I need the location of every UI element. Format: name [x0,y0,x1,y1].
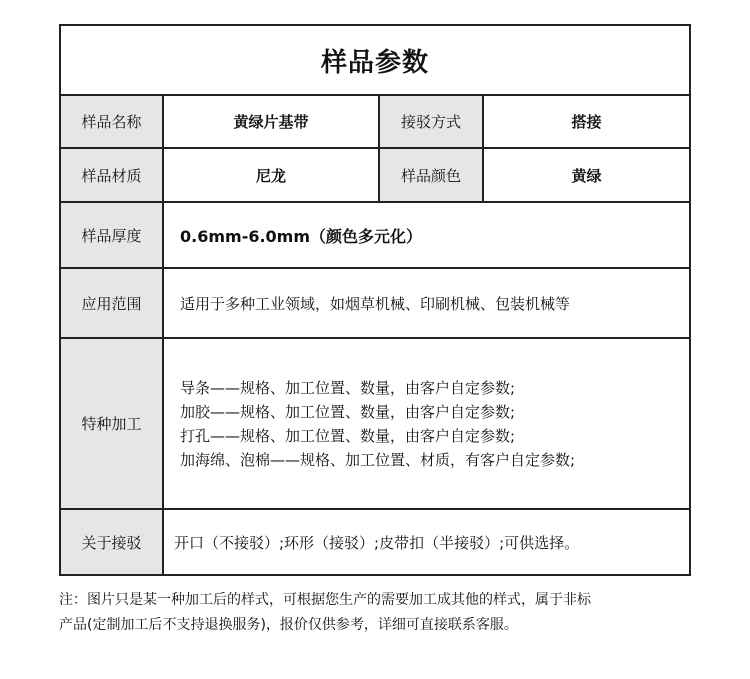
value-joint-method: 搭接 [571,113,602,131]
value-application-range: 适用于多种工业领域，如烟草机械、印刷机械、包装机械等 [180,294,571,313]
special-line: 加海绵、泡棉——规格、加工位置、材质，有客户自定参数; [180,450,576,469]
value-sample-thickness: 0.6mm-6.0mm（颜色多元化） [180,226,423,246]
label-joint-method: 接驳方式 [378,96,484,147]
special-line: 加胶——规格、加工位置、数量，由客户自定参数; [180,402,516,421]
label-sample-name: 样品名称 [61,96,164,147]
parameter-table [59,24,691,576]
value-sample-name: 黄绿片基带 [233,113,309,131]
footnote-line-2: 产品(定制加工后不支持退换服务)，报价仅供参考，详细可直接联系客服。 [59,617,518,633]
table-row-special-processing [61,339,689,510]
table-row-thickness [61,203,689,269]
label-application-range: 应用范围 [61,269,164,337]
label-sample-color: 样品颜色 [378,149,484,201]
footnote [59,588,699,638]
label-sample-material: 样品材质 [61,149,164,201]
table-title: 样品参数 [61,26,689,96]
value-sample-material: 尼龙 [255,166,286,185]
label-sample-thickness: 样品厚度 [61,203,164,267]
footnote-line-1: 注：图片只是某一种加工后的样式，可根据您生产的需要加工成其他的样式，属于非标 [59,592,591,608]
value-about-joint: 开口（不接驳）;环形（接驳）;皮带扣（半接驳）;可供选择。 [174,533,580,552]
special-line: 打孔——规格、加工位置、数量，由客户自定参数; [180,426,516,445]
special-line: 导条——规格、加工位置、数量，由客户自定参数; [180,378,516,397]
table-row-name [61,96,689,149]
label-special-processing: 特种加工 [61,339,164,508]
value-special-processing [164,339,689,508]
table-row-material [61,149,689,203]
table-row-joint [61,510,689,574]
label-about-joint: 关于接驳 [61,510,164,574]
table-row-application [61,269,689,339]
value-sample-color: 黄绿 [571,166,602,185]
